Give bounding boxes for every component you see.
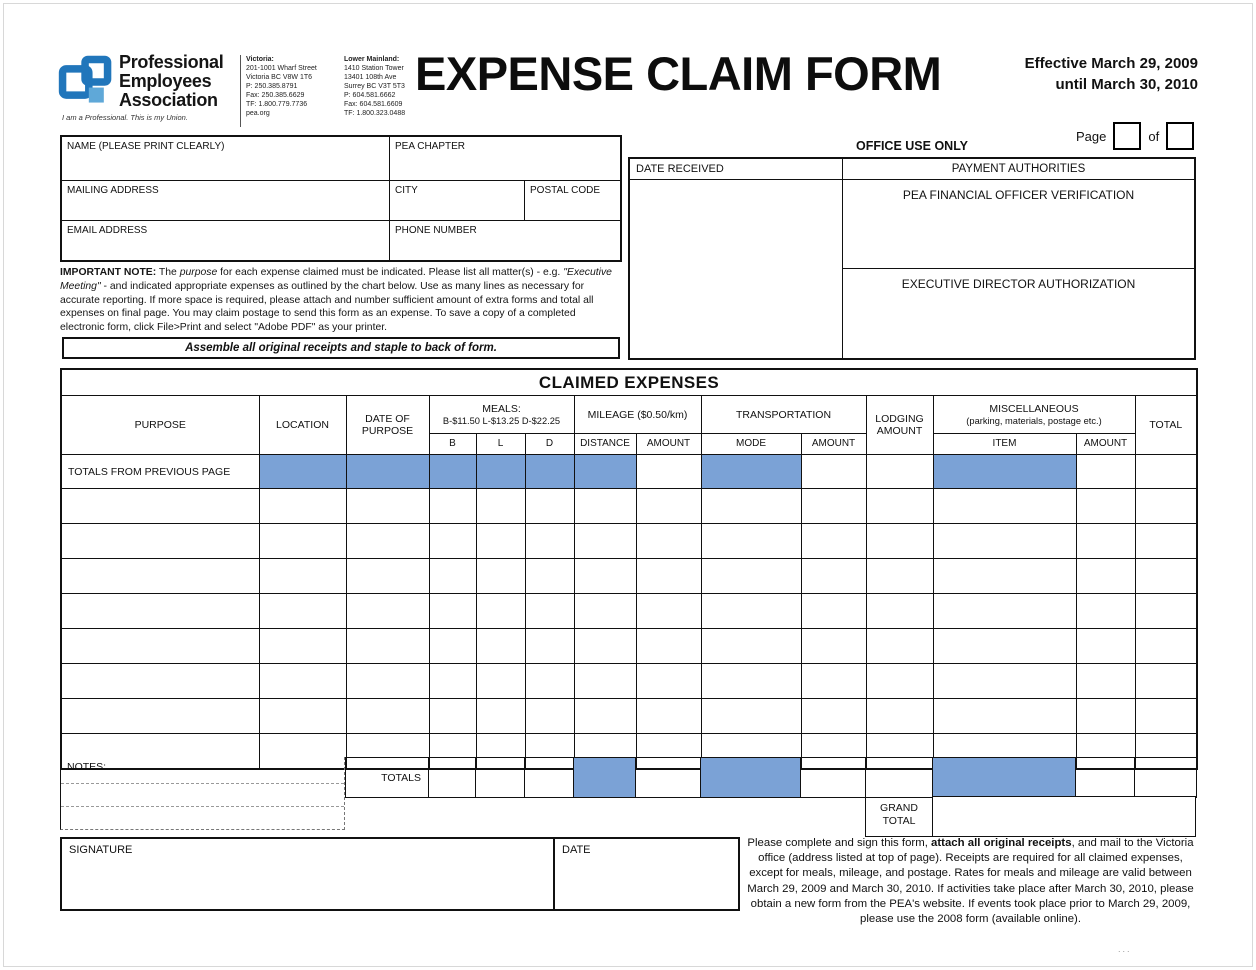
col-header-purpose: PURPOSE [61,396,259,455]
org-name [119,53,223,110]
expense-cell[interactable] [259,524,346,559]
city-field[interactable] [390,181,525,220]
totals-from-previous-row [61,455,1197,489]
pea-logo-icon [56,50,116,112]
email-field[interactable] [62,221,390,260]
financial-officer-label: PEA FINANCIAL OFFICER VERIFICATION [902,188,1135,202]
expense-cell[interactable] [801,629,866,664]
col-header-l: L [476,434,525,455]
date-received-header: DATE RECEIVED [630,159,842,180]
expense-cell[interactable] [933,489,1076,524]
expense-cell[interactable] [61,629,259,664]
expense-cell[interactable] [866,455,933,489]
claimed-expenses-title: CLAIMED EXPENSES [61,369,1197,396]
expense-cell[interactable] [429,629,476,664]
expense-cell[interactable] [636,559,701,594]
financial-officer-signature-area[interactable] [843,180,1194,269]
expense-cell[interactable] [525,559,574,594]
payment-authorities-column [843,159,1194,358]
expense-cell[interactable] [525,629,574,664]
expense-cell[interactable] [61,664,259,699]
expense-cell[interactable] [801,664,866,699]
col-header-transportation: TRANSPORTATION [701,396,866,434]
org-name-line: Association [119,90,218,110]
pea-chapter-label: PEA CHAPTER [395,141,466,152]
expense-cell[interactable] [525,455,574,489]
page-label: Page [1076,128,1107,144]
expense-cell[interactable] [574,455,636,489]
totals-row [346,758,1197,798]
expense-cell[interactable] [636,629,701,664]
expense-cell[interactable] [525,699,574,734]
expense-cell[interactable] [636,524,701,559]
expense-cell[interactable] [476,699,525,734]
expense-cell[interactable] [1076,664,1135,699]
expense-cell[interactable] [933,594,1076,629]
notes-area[interactable] [60,757,345,830]
date-received-column [630,159,843,358]
totals-cell[interactable] [476,758,525,798]
expense-cell[interactable] [1135,664,1197,699]
expense-row [61,559,1197,594]
expense-cell[interactable] [801,559,866,594]
totals-cell[interactable] [429,758,476,798]
expense-cell[interactable] [866,664,933,699]
expense-cell[interactable] [429,559,476,594]
expense-cell[interactable] [701,594,801,629]
col-header-distance: DISTANCE [574,434,636,455]
notes-label: NOTES: [67,761,107,773]
expense-row [61,594,1197,629]
expense-cell[interactable] [574,594,636,629]
org-name-line: Employees [119,71,212,91]
expense-cell[interactable] [1076,629,1135,664]
expense-cell[interactable] [701,664,801,699]
office-use-only-title: OFFICE USE ONLY [855,139,969,153]
expense-cell[interactable] [429,524,476,559]
expense-cell[interactable] [429,455,476,489]
expense-cell[interactable] [801,699,866,734]
expense-cell[interactable] [346,699,429,734]
date-received-field[interactable] [630,180,842,358]
mailing-address-field[interactable] [62,181,390,220]
expense-cell[interactable] [574,699,636,734]
expense-cell[interactable] [61,594,259,629]
expense-cell[interactable] [476,629,525,664]
expense-cell[interactable] [476,594,525,629]
expense-cell[interactable] [259,489,346,524]
office-use-box [628,157,1196,360]
expense-cell[interactable] [701,699,801,734]
expense-cell[interactable] [429,594,476,629]
expense-cell[interactable] [701,629,801,664]
expense-cell[interactable] [933,524,1076,559]
expense-cell[interactable] [701,455,801,489]
expense-row [61,699,1197,734]
expense-cell[interactable] [259,559,346,594]
expense-cell[interactable] [259,699,346,734]
expense-cell[interactable] [933,559,1076,594]
col-header-mileage-amount: AMOUNT [636,434,701,455]
totals-cell[interactable] [933,758,1076,798]
notes-ruled-line [61,806,344,807]
expense-cell[interactable] [1076,524,1135,559]
grand-total-label: GRAND TOTAL [865,796,932,837]
totals-cell[interactable] [1135,758,1197,798]
expense-cell[interactable] [476,664,525,699]
pea-chapter-field[interactable] [390,137,620,180]
expense-cell[interactable] [1135,524,1197,559]
expense-cell[interactable] [636,664,701,699]
expense-cell[interactable] [429,664,476,699]
expense-cell[interactable] [1135,559,1197,594]
expense-cell[interactable] [1135,629,1197,664]
expense-cell[interactable] [61,699,259,734]
expense-cell[interactable] [259,664,346,699]
expense-cell[interactable] [525,524,574,559]
name-label: NAME (PLEASE PRINT CLEARLY) [67,141,225,152]
col-header-item: ITEM [933,434,1076,455]
expense-cell[interactable] [346,524,429,559]
org-tagline: I am a Professional. This is my Union. [62,113,188,122]
mailing-address-label: MAILING ADDRESS [67,185,159,196]
expense-cell[interactable] [574,524,636,559]
assemble-receipts-note: Assemble all original receipts and staple to back of form. [62,337,620,359]
totals-cell[interactable] [1076,758,1135,798]
col-header-d: D [525,434,574,455]
date-field[interactable] [555,837,740,911]
effective-dates: Effective March 29, 2009 until March 30, 2010 [1024,55,1198,93]
postal-code-field[interactable] [525,181,616,220]
expense-cell[interactable] [866,594,933,629]
expense-row [61,629,1197,664]
expense-cell[interactable] [259,594,346,629]
victoria-address: Victoria: 201-1001 Wharf Street Victoria BC V8W 1T6 P: 250.385.8791 Fax: 250.385.6629 TF: 1.800.779.7736 pea.org [246,56,317,117]
totals-cell[interactable] [525,758,574,798]
name-field[interactable] [62,137,390,180]
expense-cell[interactable] [1076,699,1135,734]
totals-from-previous-label: TOTALS FROM PREVIOUS PAGE [61,455,259,489]
col-header-total: TOTAL [1135,396,1197,455]
table-row [62,137,620,181]
col-header-misc-amount: AMOUNT [1076,434,1135,455]
expense-cell[interactable] [866,699,933,734]
expense-row [61,524,1197,559]
expense-cell[interactable] [1135,489,1197,524]
expense-cell[interactable] [259,455,346,489]
header-divider [240,55,241,127]
totals-row-table [345,757,1197,798]
expense-cell[interactable] [1135,455,1197,489]
col-header-transport-amount: AMOUNT [801,434,866,455]
expense-cell[interactable] [866,489,933,524]
claimed-expenses-table [60,368,1198,770]
table-row [61,396,1197,434]
expense-row [61,489,1197,524]
grand-total-field[interactable] [932,796,1196,837]
totals-cell[interactable] [574,758,636,798]
corner-dots: ... [1118,944,1132,954]
expense-cell[interactable] [525,594,574,629]
col-header-b: B [429,434,476,455]
email-label: EMAIL ADDRESS [67,225,148,236]
expense-cell[interactable] [1135,594,1197,629]
col-header-location: LOCATION [259,396,346,455]
expense-cell[interactable] [476,559,525,594]
expense-cell[interactable] [1076,559,1135,594]
city-label: CITY [395,185,418,196]
postal-code-label: POSTAL CODE [530,185,601,196]
expense-cell[interactable] [61,489,259,524]
expense-cell[interactable] [933,664,1076,699]
phone-label: PHONE NUMBER [395,225,477,236]
table-row [61,369,1197,396]
org-name-line: Professional [119,52,224,72]
expense-cell[interactable] [525,489,574,524]
expense-cell[interactable] [346,489,429,524]
notes-ruled-line [61,783,344,784]
expense-cell[interactable] [866,559,933,594]
totals-cell[interactable] [866,758,933,798]
expense-cell[interactable] [866,629,933,664]
expense-cell[interactable] [574,629,636,664]
expense-cell[interactable] [476,524,525,559]
col-header-mode: MODE [701,434,801,455]
expense-cell[interactable] [636,455,701,489]
expense-cell[interactable] [346,559,429,594]
col-header-miscellaneous: MISCELLANEOUS (parking, materials, postage etc.) [933,396,1135,434]
expense-cell[interactable] [1076,489,1135,524]
expense-cell[interactable] [61,524,259,559]
payment-authorities-header: PAYMENT AUTHORITIES [843,159,1194,180]
important-note-label: IMPORTANT NOTE: [60,267,157,278]
executive-director-signature-area[interactable] [843,269,1194,358]
expense-cell[interactable] [801,455,866,489]
date-label: DATE [562,844,591,856]
signature-label: SIGNATURE [69,844,133,856]
expense-cell[interactable] [574,664,636,699]
lower-mainland-address: Lower Mainland: 1410 Station Tower 13401 108th Ave Surrey BC V3T 5T3 P: 604.581.6662 Fax: 604.581.6609 TF: 1.800.323.0488 [344,56,406,117]
expense-cell[interactable] [801,594,866,629]
personal-info-table [60,135,622,262]
totals-cell[interactable] [636,758,701,798]
of-label: of [1148,128,1160,144]
expense-cell[interactable] [701,559,801,594]
table-row [62,181,620,221]
executive-director-label: EXECUTIVE DIRECTOR AUTHORIZATION [901,277,1136,291]
expense-cell[interactable] [574,489,636,524]
expense-cell[interactable] [429,489,476,524]
col-header-meals: MEALS: B-$11.50 L-$13.25 D-$22.25 [429,396,574,434]
table-row [62,221,620,260]
expense-cell[interactable] [866,524,933,559]
phone-field[interactable] [390,221,620,260]
expense-cell[interactable] [933,455,1076,489]
footer-instructions: Please complete and sign this form, attach all original receipts, and mail to the Victoria office (address listed at top of page). Receipts are required for all claimed expenses, except for meals, mileage, and postage. Rates for meals and mileage are valid between March 29, 2009 and March 30, 2010. If activities take place after March 30, 2010, please obtain a new form from the PEA's website. If events took place prior to March 29, 2009, please use the 2008 form (available online). [747,837,1194,926]
totals-cell[interactable] [801,758,866,798]
expense-cell[interactable] [476,455,525,489]
expense-cell[interactable] [346,629,429,664]
expense-cell[interactable] [525,664,574,699]
col-header-lodging: LODGING AMOUNT [866,396,933,455]
expense-cell[interactable] [61,559,259,594]
expense-cell[interactable] [701,524,801,559]
totals-label: TOTALS [346,758,429,798]
expense-cell[interactable] [801,524,866,559]
expense-cell[interactable] [801,489,866,524]
expense-cell[interactable] [933,629,1076,664]
col-header-date-of-purpose: DATE OF PURPOSE [346,396,429,455]
expense-cell[interactable] [1076,455,1135,489]
signature-field[interactable] [60,837,555,911]
expense-cell[interactable] [636,489,701,524]
expense-cell[interactable] [701,489,801,524]
expense-cell[interactable] [346,664,429,699]
col-header-mileage: MILEAGE ($0.50/km) [574,396,701,434]
expense-cell[interactable] [1076,594,1135,629]
form-title: EXPENSE CLAIM FORM [415,47,942,100]
expense-cell[interactable] [259,629,346,664]
expense-cell[interactable] [346,594,429,629]
expense-cell[interactable] [476,489,525,524]
expense-cell[interactable] [346,455,429,489]
expense-cell[interactable] [636,594,701,629]
important-note: IMPORTANT NOTE: The purpose for each expense claimed must be indicated. Please list all matter(s) - e.g. "Executive Meeting" - and indicated appropriate expenses as outlined by the chart below. Use as many lines as necessary for accurate reporting. If more space is required, please attach and number sufficient amount of extra forms and total all expenses on final page. You may claim postage to send this form as an expense. To save a copy of a completed electronic form, click File>Print and select "Adobe PDF" as your printer. [60,267,612,334]
expense-cell[interactable] [574,559,636,594]
expense-cell[interactable] [636,699,701,734]
expense-cell[interactable] [429,699,476,734]
totals-cell[interactable] [701,758,801,798]
expense-cell[interactable] [933,699,1076,734]
expense-cell[interactable] [1135,699,1197,734]
expense-row [61,664,1197,699]
